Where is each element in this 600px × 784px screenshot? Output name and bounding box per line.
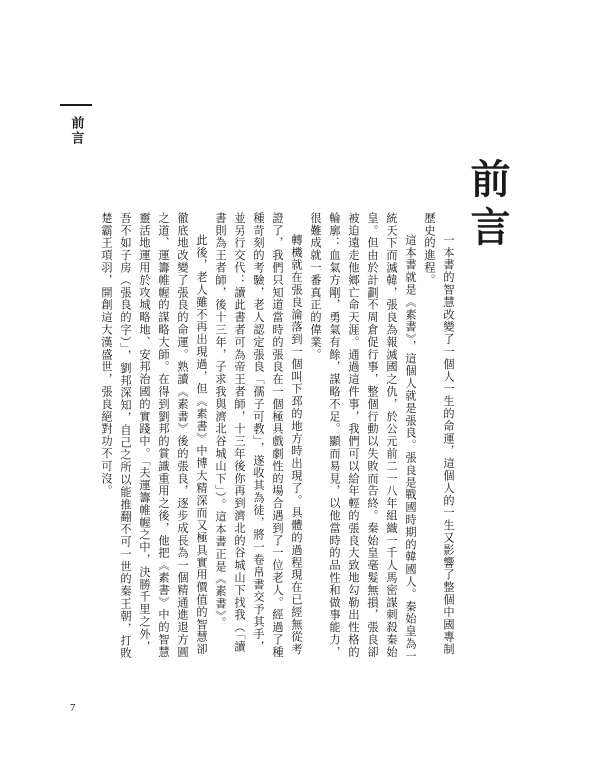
paragraph: 這本書就是《素書》，這個人就是張良。張良是戰國時期的韓國人。秦始皇為一統天下而滅韓，張良為報滅國之仇，於公元前二一八年組織一千人馬密謀刺殺秦始皇。但由於計劃不周倉促行事，整個行動以失敗而告終。秦始皇毫髮無損，張良卻被迫遠走他鄉亡命天涯。通過這件事，我們可以給年輕的張良大致地勾勒出性格的輪廓：血氣方剛，勇氣有餘，謀略不足。顯而易見，以他當時的品性和做事能力，很難成就一番真正的偉業。 — [309, 212, 417, 663]
header-rule — [60, 104, 92, 106]
paragraph: 一本書的智慧改變了一個人一生的命運，這個人的一生又影響了整個中國專制歷史的進程。 — [423, 212, 455, 656]
chapter-title: 前言 — [464, 158, 510, 254]
paragraph: 轉機就在張良淪落到一個叫下邳的地方時出現了。具體的過程現在已經無從考證了，我們只知道當時的張良在一個極具戲劇性的場合遇到了一位老人。經過了種種苛刻的考驗，老人認定張良「孺子可教」，遂收其為徒，將一卷帛書交予其手，並另行交代：讀此書者可為帝王者師，十三年後你再到濟北的谷城山下找我（「讀書則為王者師，後十三年，子求我與濟北谷城山下」）。這本書正是《素書》。 — [214, 212, 303, 659]
paragraph: 此後，老人雖不再出現過，但《素書》中博大精深而又極具實用價值的智慧卻徹底地改變了張良的命運。熟讀《素書》後的張良，逐步成長為一個精通進退方圓之道、運籌帷幄的謀略大師。在得到劉邦的賞識重用之後，他把《素書》中的智慧靈活地運用於攻城略地、安邦治國的實踐中。「夫運籌帷幄之中，決勝千里之外，吾不如子房（張良的字）」，劉邦深知，自己之所以能推翻不可一世的秦王朝，打敗楚霸王項羽，開創這大漢盛世，張良絕對功不可沒。 — [100, 212, 208, 660]
page-number: 7 — [70, 702, 76, 714]
running-header-title: 前言 — [68, 116, 84, 146]
body-text — [100, 212, 458, 664]
running-header — [60, 104, 92, 146]
